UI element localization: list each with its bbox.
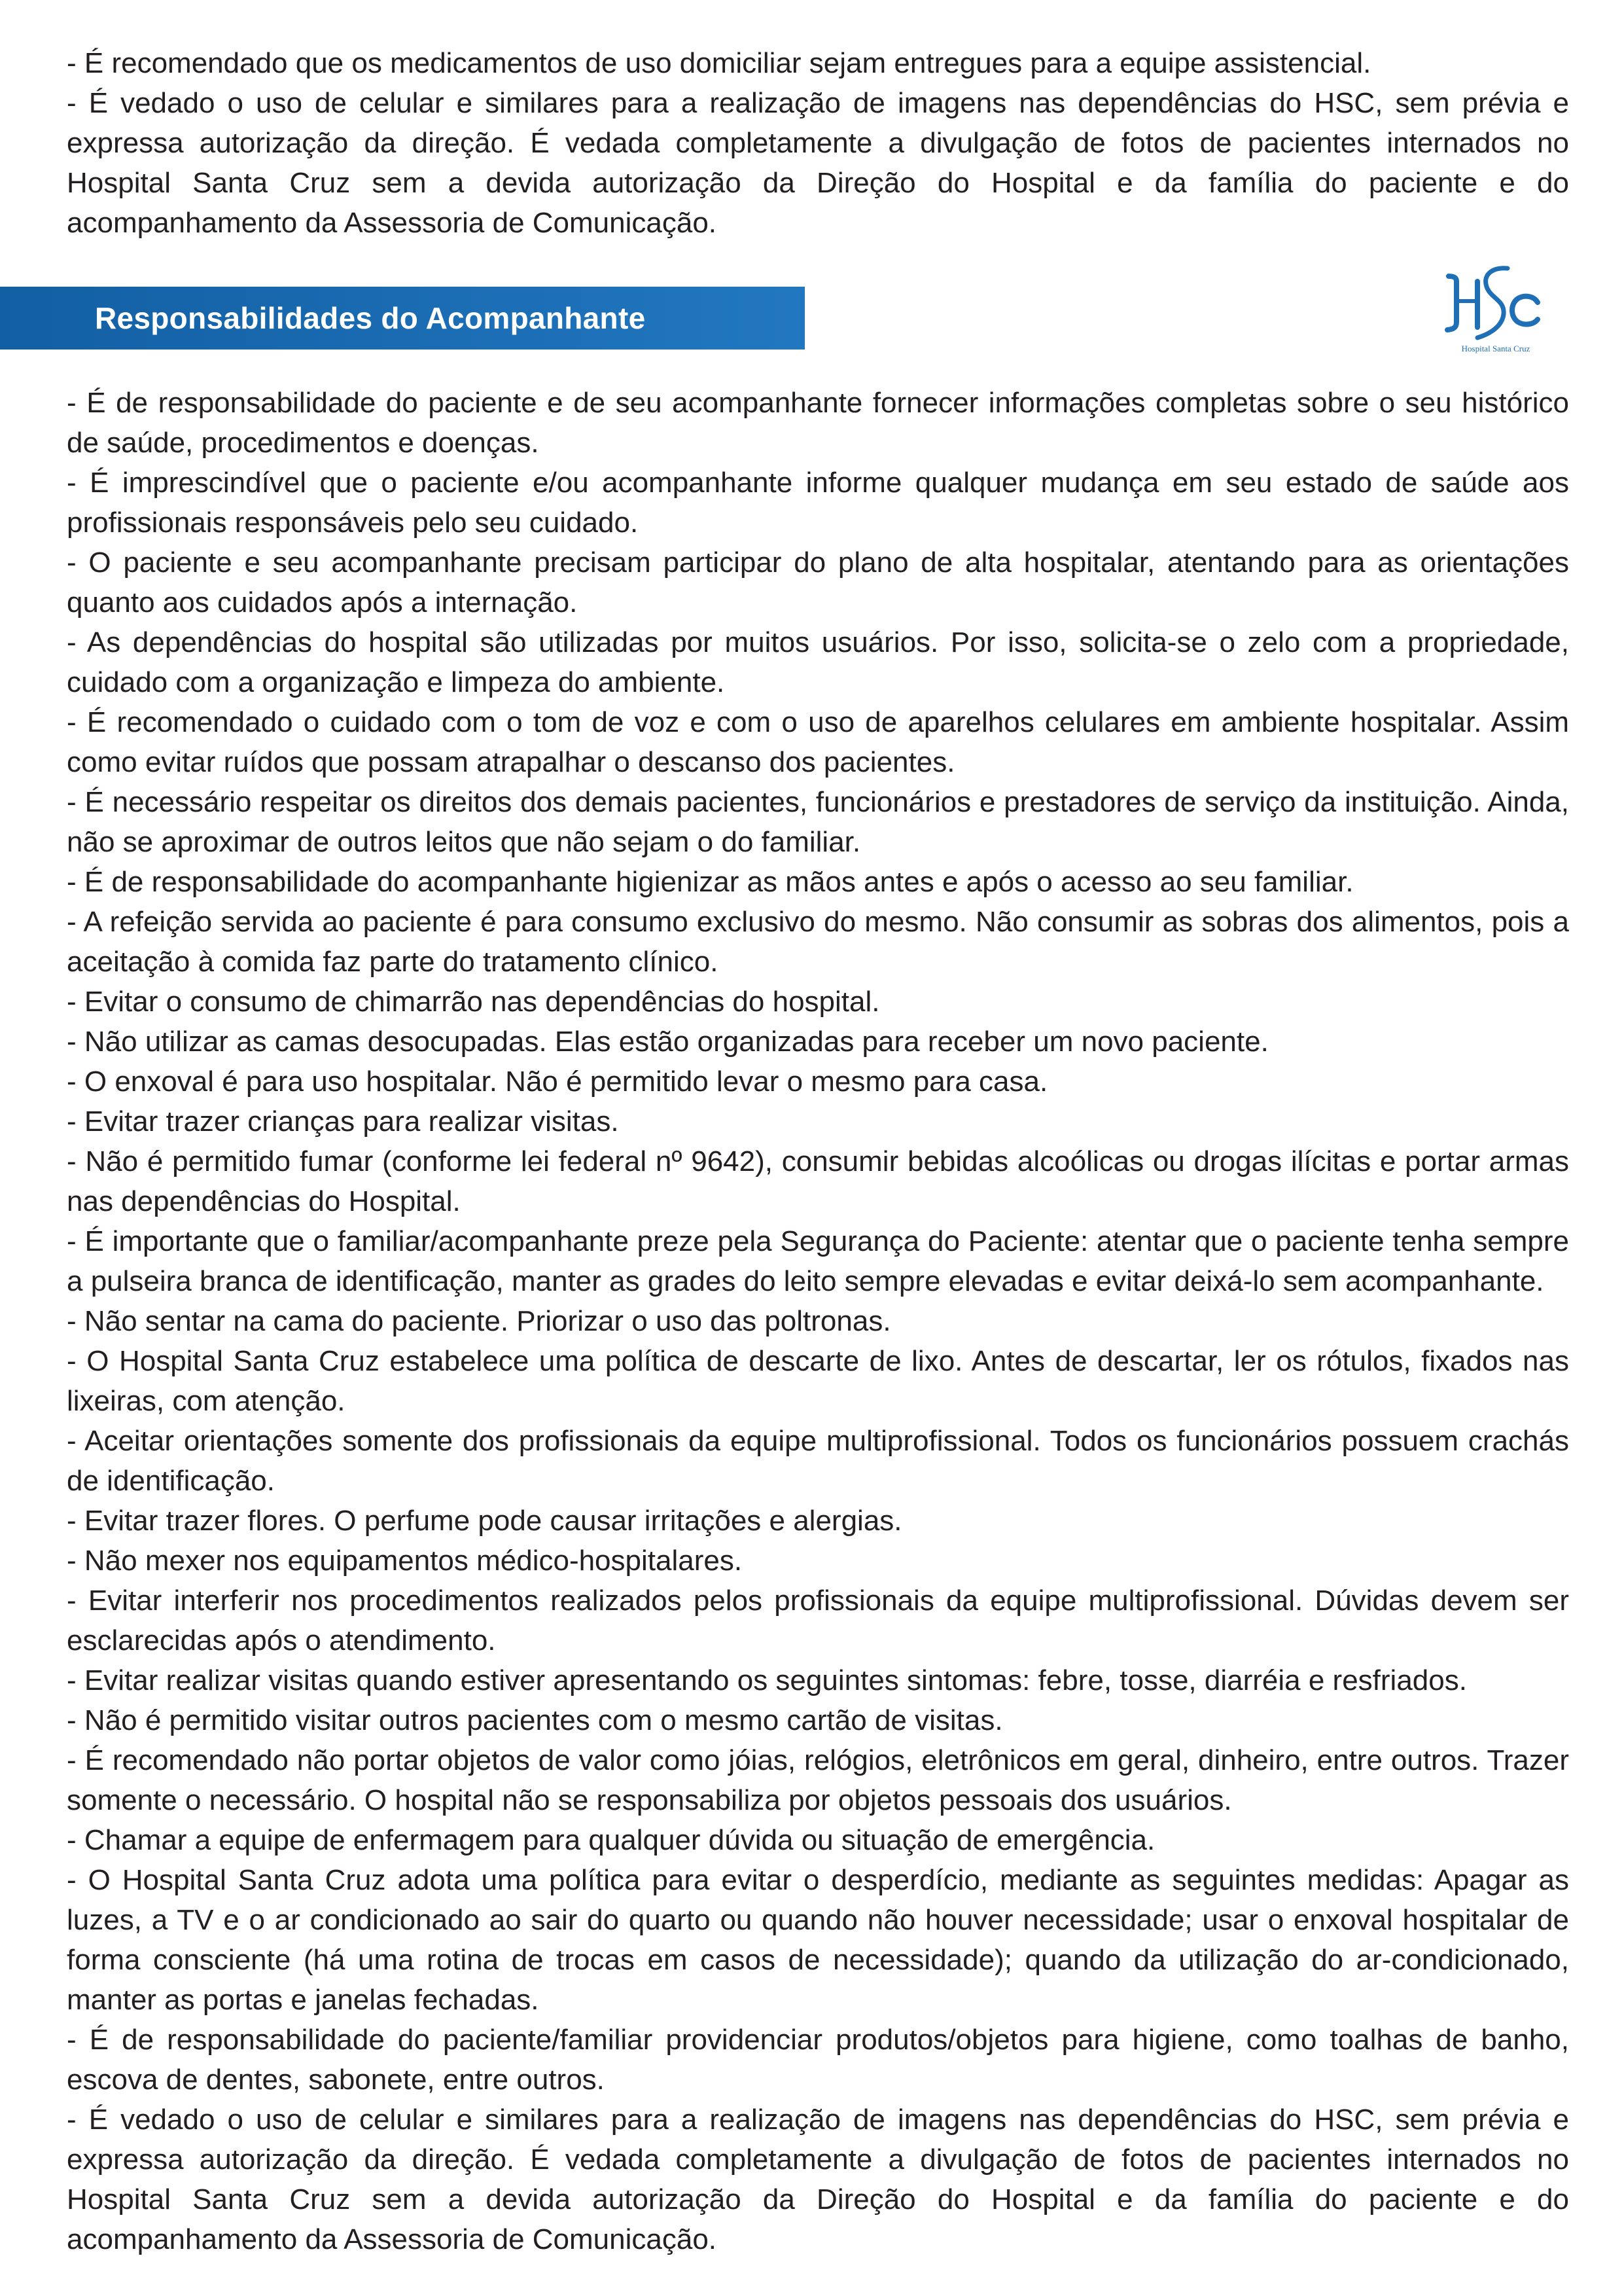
list-item: - Não mexer nos equipamentos médico-hospitalares.: [67, 1545, 743, 1577]
list-item: - Aceitar orientações somente dos profissionais da equipe multiprofissional. Todos os funcionários possuem crachás de identificação.: [67, 1425, 1569, 1497]
section-title: Responsabilidades do Acompanhante: [95, 301, 646, 335]
list-item: - É recomendado o cuidado com o tom de voz e com o uso de aparelhos celulares em ambiente hospitalar. Assim como evitar ruídos que possam atrapalhar o descanso dos pacientes.: [67, 706, 1569, 778]
section-header-bar: [0, 287, 805, 350]
list-item: - As dependências do hospital são utilizadas por muitos usuários. Por isso, solicita-se o zelo com a propriedade, cuidado com a organização e limpeza do ambiente.: [67, 626, 1569, 698]
list-item: - É necessário respeitar os direitos dos demais pacientes, funcionários e prestadores de serviço da instituição. Ainda, não se aproximar de outros leitos que não sejam o do familiar.: [67, 786, 1569, 858]
list-item: - Chamar a equipe de enfermagem para qualquer dúvida ou situação de emergência.: [67, 1824, 1156, 1856]
responsibilities-list: [67, 383, 1569, 2259]
list-item: - É importante que o familiar/acompanhante preze pela Segurança do Paciente: atentar que o paciente tenha sempre a pulseira branca de identificação, manter as grades do leito sempre elevadas e evitar deixá-lo sem acompanhante.: [67, 1225, 1569, 1297]
list-item: - É vedado o uso de celular e similares para a realização de imagens nas dependências do HSC, sem prévia e expressa autorização da direção. É vedada completamente a divulgação de fotos de pacientes internados no Hospital Santa Cruz sem a devida autorização da Direção do Hospital e da família do paciente e do acompanhamento da Assessoria de Comunicação.: [67, 2104, 1569, 2255]
list-item: - Não utilizar as camas desocupadas. Elas estão organizadas para receber um novo paciente.: [67, 1026, 1269, 1058]
list-item: - O Hospital Santa Cruz adota uma política para evitar o desperdício, mediante as seguintes medidas: Apagar as luzes, a TV e o ar condicionado ao sair do quarto ou quando não houver necessidade; usar o enxoval hospitalar de forma consciente (há uma rotina de trocas em casos de necessidade); quando da utilização do ar-condicionado, manter as portas e janelas fechadas.: [67, 1864, 1569, 2016]
list-item: - A refeição servida ao paciente é para consumo exclusivo do mesmo. Não consumir as sobras dos alimentos, pois a aceitação à comida faz parte do tratamento clínico.: [67, 906, 1569, 978]
list-item: - Não é permitido fumar (conforme lei federal nº 9642), consumir bebidas alcoólicas ou drogas ilícitas e portar armas nas dependências do Hospital.: [67, 1145, 1569, 1217]
hospital-logo: [1439, 262, 1551, 360]
list-item: - É recomendado não portar objetos de valor como jóias, relógios, eletrônicos em geral, dinheiro, entre outros. Trazer somente o necessário. O hospital não se responsabiliza por objetos pessoais dos usuários.: [67, 1744, 1569, 1816]
list-item: - Evitar trazer flores. O perfume pode causar irritações e alergias.: [67, 1505, 902, 1537]
list-item: - Não sentar na cama do paciente. Priorizar o uso das poltronas.: [67, 1305, 891, 1337]
list-item: - O Hospital Santa Cruz estabelece uma política de descarte de lixo. Antes de descartar, ler os rótulos, fixados nas lixeiras, com atenção.: [67, 1345, 1569, 1417]
list-item: - Não é permitido visitar outros pacientes com o mesmo cartão de visitas.: [67, 1704, 1003, 1736]
list-item: - O enxoval é para uso hospitalar. Não é permitido levar o mesmo para casa.: [67, 1066, 1048, 1098]
intro-paragraph: - É recomendado que os medicamentos de uso domiciliar sejam entregues para a equipe assistencial.: [67, 47, 1371, 79]
list-item: - É de responsabilidade do paciente e de seu acompanhante fornecer informações completas sobre o seu histórico de saúde, procedimentos e doenças.: [67, 387, 1569, 459]
list-item: - É de responsabilidade do acompanhante higienizar as mãos antes e após o acesso ao seu familiar.: [67, 866, 1354, 898]
list-item: - Evitar interferir nos procedimentos realizados pelos profissionais da equipe multiprofissional. Dúvidas devem ser esclarecidas após o atendimento.: [67, 1585, 1569, 1657]
intro-paragraphs: [67, 43, 1569, 243]
list-item: - Evitar o consumo de chimarrão nas dependências do hospital.: [67, 986, 880, 1018]
intro-paragraph: - É vedado o uso de celular e similares para a realização de imagens nas dependências do HSC, sem prévia e expressa autorização da direção. É vedada completamente a divulgação de fotos de pacientes internados no Hospital Santa Cruz sem a devida autorização da Direção do Hospital e da família do paciente e do acompanhamento da Assessoria de Comunicação.: [67, 87, 1569, 239]
list-item: - O paciente e seu acompanhante precisam participar do plano de alta hospitalar, atentando para as orientações quanto aos cuidados após a internação.: [67, 547, 1569, 619]
logo-caption: Hospital Santa Cruz: [1461, 344, 1530, 353]
hsc-logo-mark: [1439, 262, 1551, 344]
list-item: - Evitar realizar visitas quando estiver apresentando os seguintes sintomas: febre, tosse, diarréia e resfriados.: [67, 1664, 1467, 1696]
list-item: - É de responsabilidade do paciente/familiar providenciar produtos/objetos para higiene, como toalhas de banho, escova de dentes, sabonete, entre outros.: [67, 2024, 1569, 2096]
list-item: - Evitar trazer crianças para realizar visitas.: [67, 1105, 619, 1138]
list-item: - É imprescindível que o paciente e/ou acompanhante informe qualquer mudança em seu estado de saúde aos profissionais responsáveis pelo seu cuidado.: [67, 467, 1569, 539]
